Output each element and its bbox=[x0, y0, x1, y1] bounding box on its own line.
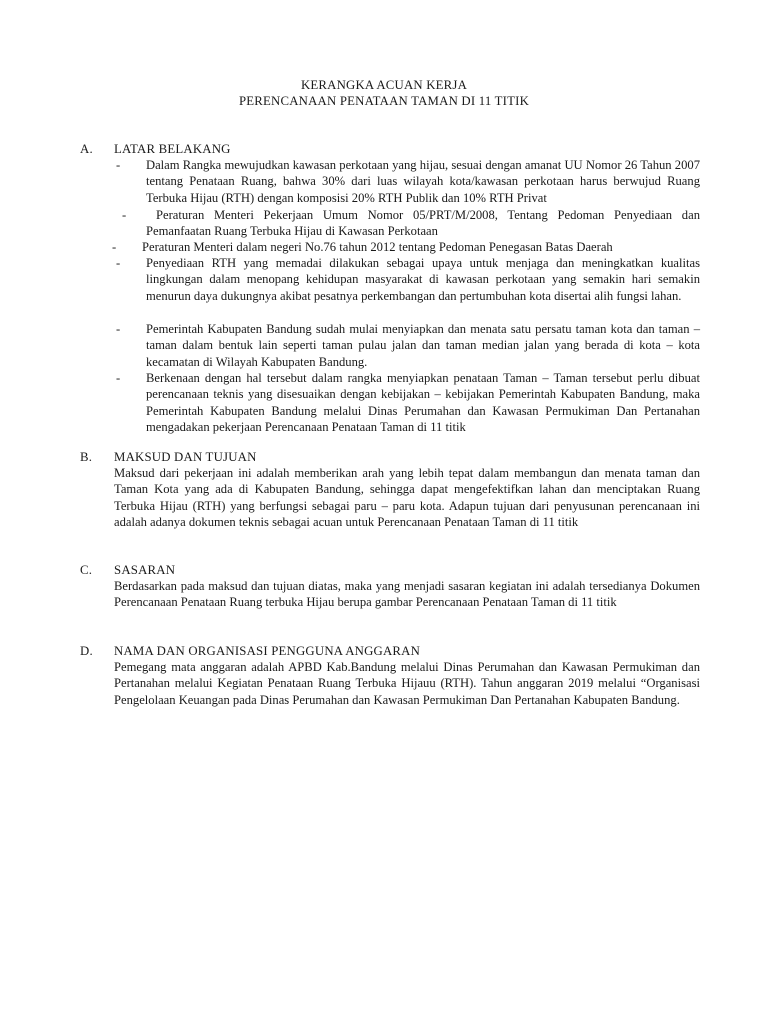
bullet-text: Pemerintah Kabupaten Bandung sudah mulai menyiapkan dan menata satu persatu taman kota dan taman – taman dalam bentuk lain seperti taman pulau jalan dan taman median jalan yang berada di kota – kota kecamatan di Wilayah Kabupaten Bandung. bbox=[146, 322, 700, 369]
section-b-heading bbox=[80, 449, 257, 465]
document-title-line2: PERENCANAAN PENATAAN TAMAN DI 11 TITIK bbox=[238, 94, 530, 108]
section-title: SASARAN bbox=[114, 563, 176, 577]
bullet-text: Peraturan Menteri dalam negeri No.76 tahun 2012 tentang Pedoman Penegasan Batas Daerah bbox=[142, 240, 613, 254]
section-letter: A. bbox=[80, 142, 93, 156]
section-title: MAKSUD DAN TUJUAN bbox=[114, 450, 257, 464]
bullet-dash: - bbox=[116, 371, 121, 385]
bullet-dash: - bbox=[112, 240, 117, 254]
bullet-dash: - bbox=[116, 158, 121, 172]
section-letter: D. bbox=[80, 644, 93, 658]
section-title: LATAR BELAKANG bbox=[114, 142, 231, 156]
section-d-paragraph: Pemegang mata anggaran adalah APBD Kab.Bandung melalui Dinas Perumahan dan Kawasan Permukiman dan Pertanahan melalui Kegiatan Penataan Ruang Terbuka Hijauu (RTH). Tahun anggaran 2019 melalui “Organisasi Pengelolaan Keuangan pada Dinas Perumahan dan Kawasan Permukiman Dan Pertanahan Kabupaten Bandung. bbox=[114, 660, 700, 707]
bullet-dash: - bbox=[122, 208, 127, 222]
section-b-paragraph: Maksud dari pekerjaan ini adalah memberikan arah yang lebih tepat dalam membangun dan menata taman dan Taman Kota yang ada di Kabupaten Bandung, sehingga dapat mengefektifkan lahan dan menciptakan Ruang Terbuka Hijau (RTH) yang berfungsi sebagai paru – paru kota. Adapun tujuan dari penyusunan perencanaan ini adalah adanya dokumen teknis sebagai acuan untuk Perencanaan Penataan Taman di 11 titik bbox=[114, 466, 700, 530]
bullet-text: Berkenaan dengan hal tersebut dalam rangka menyiapkan penataan Taman – Taman tersebut perlu dibuat perencanaan teknis yang disesuaikan dengan kebijakan – kebijakan Pemerintah Kabupaten Bandung, maka Pemerintah Kabupaten Bandung melalui Dinas Perumahan dan Kawasan Permukiman Dan Pertanahan mengadakan pekerjaan Perencanaan Penataan Taman di 11 titik bbox=[146, 371, 700, 435]
section-d-heading bbox=[80, 643, 420, 659]
section-letter: C. bbox=[80, 563, 93, 577]
document-title-line1: KERANGKA ACUAN KERJA bbox=[300, 78, 468, 92]
section-title: NAMA DAN ORGANISASI PENGGUNA ANGGARAN bbox=[114, 644, 421, 658]
bullet-text: Peraturan Menteri Pekerjaan Umum Nomor 05/PRT/M/2008, Tentang Pedoman Penyediaan dan Pemanfaatan Ruang Terbuka Hijau di Kawasan Perkotaan bbox=[146, 208, 700, 239]
section-a-heading bbox=[80, 141, 231, 157]
bullet-dash: - bbox=[116, 322, 121, 336]
bullet-dash: - bbox=[116, 256, 121, 270]
bullet-text: Dalam Rangka mewujudkan kawasan perkotaan yang hijau, sesuai dengan amanat UU Nomor 26 Tahun 2007 tentang Penataan Ruang, bahwa 30% dari luas wilayah kota/kawasan perkotaan harus berwujud Ruang Terbuka Hijau (RTH) dengan komposisi 20% RTH Publik dan 10% RTH Privat bbox=[146, 158, 700, 205]
section-c-paragraph: Berdasarkan pada maksud dan tujuan diatas, maka yang menjadi sasaran kegiatan ini adalah tersedianya Dokumen Perencanaan Penataan Ruang terbuka Hijau berupa gambar Perencanaan Penataan Taman di 11 titik bbox=[114, 579, 700, 610]
bullet-text: Penyediaan RTH yang memadai dilakukan sebagai upaya untuk menjaga dan meningkatkan kualitas lingkungan dalam menopang kehidupan masyarakat di kawasan perkotaan yang semakin hari semakin menurun daya dukungnya akibat pesatnya perkembangan dan pertumbuhan kota disertai alih fungsi lahan. bbox=[146, 256, 700, 303]
section-letter: B. bbox=[80, 450, 93, 464]
section-c-heading bbox=[80, 562, 175, 578]
